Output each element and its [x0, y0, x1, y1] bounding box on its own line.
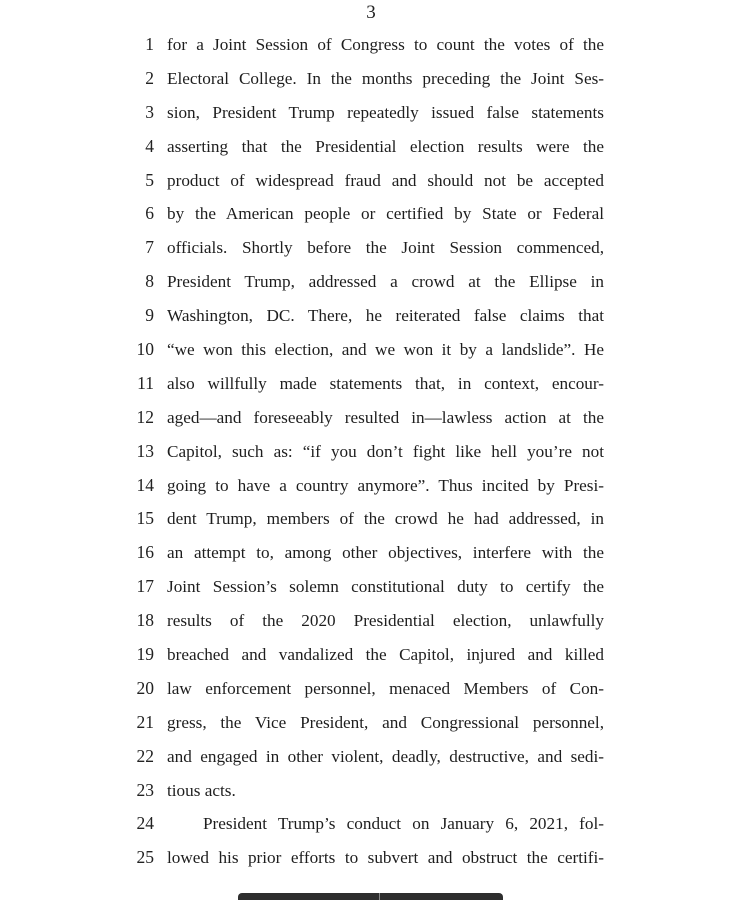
text-line — [0, 502, 742, 536]
text-line — [0, 638, 742, 672]
text-line — [0, 469, 742, 503]
line-text: results of the 2020 Presidential election, unlawfully — [167, 611, 604, 631]
line-number: 25 — [136, 847, 154, 868]
line-text: breached and vandalized the Capitol, injured and killed — [167, 645, 604, 665]
line-number: 2 — [145, 67, 154, 88]
text-line — [0, 435, 742, 469]
document-body — [0, 28, 742, 875]
line-text: tious acts. — [167, 780, 236, 800]
line-text: an attempt to, among other objectives, interfere with the — [167, 543, 604, 563]
line-number: 23 — [136, 779, 154, 800]
text-line — [0, 536, 742, 570]
line-text: President Trump, addressed a crowd at the Ellipse in — [167, 272, 604, 292]
line-number: 16 — [136, 542, 154, 563]
text-line — [0, 197, 742, 231]
line-number: 7 — [145, 237, 154, 258]
line-text: Electoral College. In the months preceding the Joint Ses- — [167, 68, 604, 88]
line-number: 13 — [136, 440, 154, 461]
line-text: President Trump’s conduct on January 6, 2021, fol- — [203, 814, 604, 834]
text-line — [0, 28, 742, 62]
line-text: lowed his prior efforts to subvert and obstruct the certifi- — [167, 848, 604, 868]
line-number: 10 — [136, 339, 154, 360]
text-line — [0, 231, 742, 265]
text-line — [0, 96, 742, 130]
line-number: 17 — [136, 576, 154, 597]
line-number: 18 — [136, 610, 154, 631]
line-text: going to have a country anymore”. Thus incited by Presi- — [167, 475, 604, 495]
text-line — [0, 570, 742, 604]
text-line — [0, 265, 742, 299]
text-line — [0, 333, 742, 367]
scrollbar-divider — [379, 893, 380, 900]
line-text: Joint Session’s solemn constitutional duty to certify the — [167, 577, 604, 597]
line-number: 4 — [145, 135, 154, 156]
line-text: product of widespread fraud and should not be accepted — [167, 170, 604, 190]
line-text: law enforcement personnel, menaced Members of Con- — [167, 678, 604, 698]
text-line — [0, 706, 742, 740]
line-number: 1 — [145, 34, 154, 54]
line-text: “we won this election, and we won it by a landslide”. He — [167, 340, 604, 360]
text-line — [0, 164, 742, 198]
line-text: Capitol, such as: “if you don’t fight like hell you’re not — [167, 441, 604, 461]
line-number: 22 — [136, 745, 154, 766]
text-line — [0, 130, 742, 164]
line-number: 11 — [137, 372, 154, 393]
line-text: Washington, DC. There, he reiterated false claims that — [167, 306, 604, 326]
text-line — [0, 401, 742, 435]
line-text: asserting that the Presidential election results were the — [167, 136, 604, 156]
line-text: sion, President Trump repeatedly issued false statements — [167, 102, 604, 122]
text-line — [0, 672, 742, 706]
line-text: gress, the Vice President, and Congressional personnel, — [167, 712, 604, 732]
line-text: also willfully made statements that, in context, encour- — [167, 373, 604, 393]
line-number: 15 — [136, 508, 154, 529]
line-number: 3 — [145, 101, 154, 122]
line-number: 12 — [136, 406, 154, 427]
line-text: dent Trump, members of the crowd he had addressed, in — [167, 509, 604, 529]
line-number: 21 — [136, 711, 154, 732]
line-number: 24 — [136, 813, 154, 834]
line-text: officials. Shortly before the Joint Session commenced, — [167, 238, 604, 258]
horizontal-scrollbar[interactable] — [238, 893, 503, 900]
line-number: 19 — [136, 644, 154, 665]
line-text: by the American people or certified by State or Federal — [167, 204, 604, 224]
text-line — [0, 807, 742, 841]
line-number: 20 — [136, 677, 154, 698]
text-line — [0, 367, 742, 401]
text-line — [0, 740, 742, 774]
line-text: for a Joint Session of Congress to count the votes of the — [167, 35, 604, 54]
text-line — [0, 604, 742, 638]
text-line — [0, 841, 742, 875]
line-number: 14 — [136, 474, 154, 495]
text-line — [0, 62, 742, 96]
line-number: 5 — [145, 169, 154, 190]
page-number: 3 — [366, 2, 376, 23]
line-text: aged—and foreseeably resulted in—lawless action at the — [167, 407, 604, 427]
text-line — [0, 774, 742, 808]
text-line — [0, 299, 742, 333]
line-number: 6 — [145, 203, 154, 224]
line-number: 8 — [145, 271, 154, 292]
line-number: 9 — [145, 305, 154, 326]
line-text: and engaged in other violent, deadly, destructive, and sedi- — [167, 746, 604, 766]
